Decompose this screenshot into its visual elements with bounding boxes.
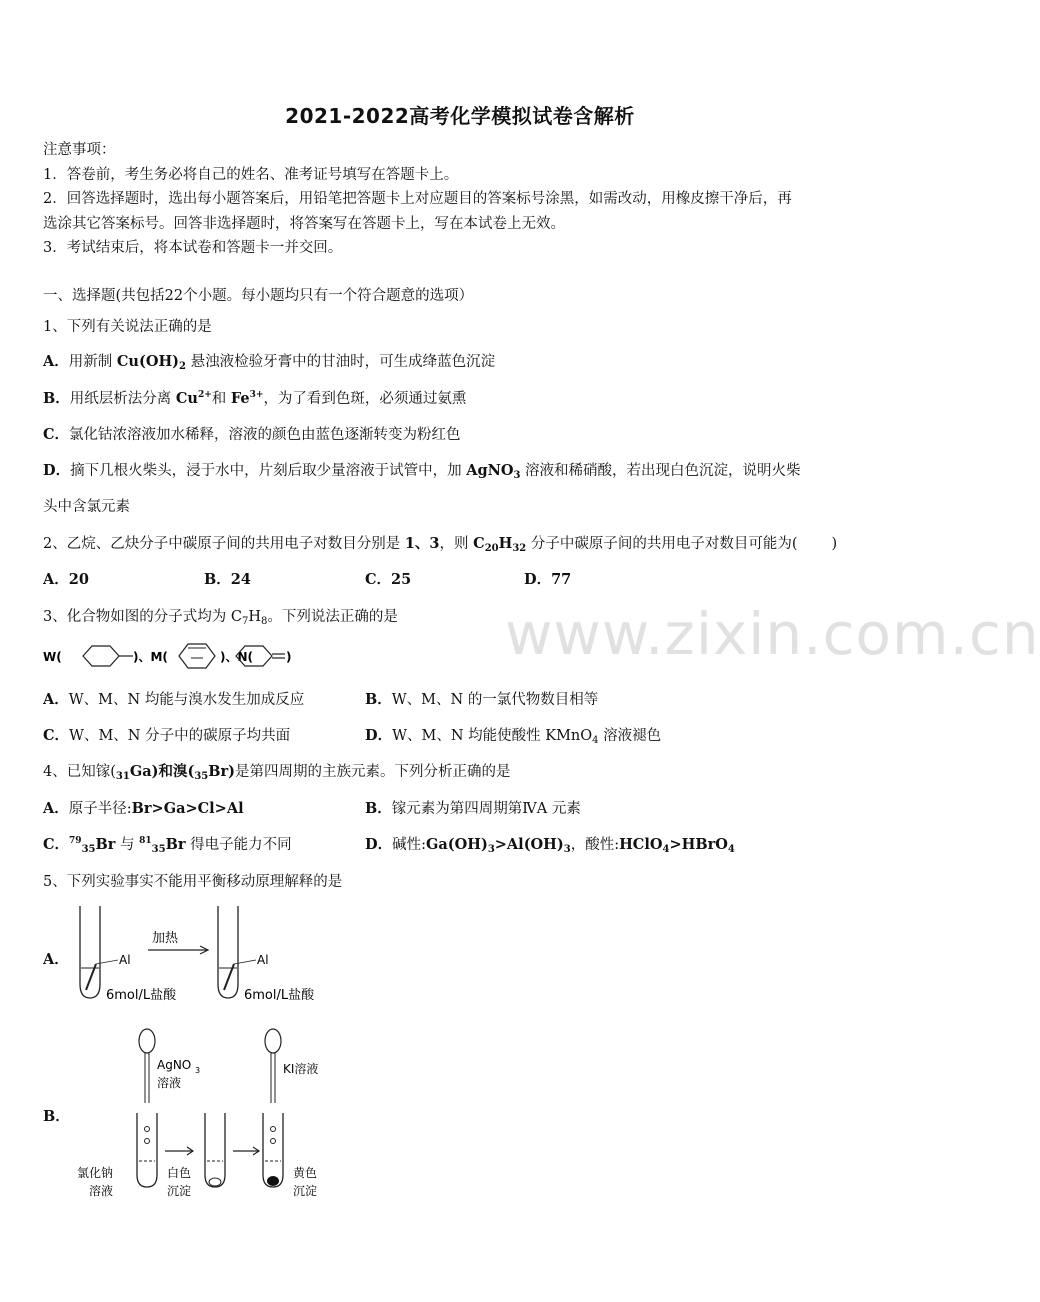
svg-text:沉淀: 沉淀 [293, 1184, 318, 1198]
q5-option-b-label: B． [43, 1108, 70, 1125]
section-heading: 一、选择题(共包括22个小题。每小题均只有一个符合题意的选项） [43, 288, 474, 304]
test-tube-icon [263, 1113, 283, 1187]
test-tube-icon [80, 906, 100, 998]
heat-label: 加热 [152, 931, 179, 946]
question-5-stem: 5、下列实验事实不能用平衡移动原理解释的是 [43, 874, 343, 890]
svg-text:黄色: 黄色 [293, 1166, 318, 1180]
precipitate-experiment-figure [75, 1025, 345, 1205]
q4-option-d: D．碱性$:Ga(OH)_3>Al(OH)_3$，酸性:HClO$_4$>HBrO$_4$ [365, 836, 735, 855]
q2-option-d: D．77 [524, 571, 572, 588]
notice-item: 3．考试结束后，将本试卷和答题卡一并交回。 [43, 240, 343, 256]
question-4-stem: 4、已知镓$(_{31}Ga)$和溴$(_{35}Br)$是第四周期的主族元素。下列分析正确的是 [43, 763, 511, 782]
q3-option-d: D．W、M、N 均能使酸性 KMnO$_4$ 溶液褪色 [365, 727, 662, 746]
q2-option-c: C．25 [365, 571, 412, 588]
notice-item: 1．答卷前，考生务必将自己的姓名、准考证号填写在答题卡上。 [43, 167, 459, 183]
acid-label: 6mol/L盐酸 [106, 988, 177, 1003]
test-tube-icon [205, 1113, 225, 1187]
option-label: C． [43, 426, 70, 443]
struct-label: )、M( [133, 650, 168, 664]
q4-option-b: B．镓元素为第四周期第ⅣA 元素 [365, 800, 581, 817]
q3-option-b: B．W、M、N 的一氯代物数目相等 [365, 691, 599, 708]
q1-option-a: A．用新制 $Cu(OH)_2$ 悬浊液检验牙膏中的甘油时，可生成绛蓝色沉淀 [43, 353, 496, 372]
metal-label: Al [257, 953, 269, 967]
dropper-icon [139, 1029, 155, 1053]
reagent-label: AgNO [157, 1058, 192, 1072]
q1-option-d-cont: 头中含氯元素 [43, 499, 130, 515]
heating-experiment-figure [70, 900, 350, 1010]
acid-label: 6mol/L盐酸 [244, 988, 315, 1003]
question-3-stem: 3、化合物如图的分子式均为 $C_7H_8$。下列说法正确的是 [43, 609, 398, 627]
molecule-structures-figure [43, 638, 303, 674]
q1-option-c: C．氯化钴浓溶液加水稀释，溶液的颜色由蓝色逐渐转变为粉红色 [43, 426, 461, 443]
option-label: D． [43, 462, 71, 479]
test-tube-icon [137, 1113, 157, 1187]
dropper-icon [265, 1029, 281, 1053]
svg-text:3: 3 [195, 1066, 201, 1075]
notice-heading: 注意事项： [43, 142, 116, 158]
question-2-stem: 2、乙烷、乙炔分子中碳原子间的共用电子对数目分别是 1、3，则 $C_{20}H_{32}$ 分子中碳原子间的共用电子对数目可能为( ) [43, 535, 838, 554]
svg-text:溶液: 溶液 [157, 1076, 182, 1090]
q3-option-c: C．W、M、N 分子中的碳原子均共面 [43, 727, 291, 744]
notice-item: 选涂其它答案标号。回答非选择题时，将答案写在答题卡上，写在本试卷上无效。 [43, 216, 565, 232]
watermark: www.zixin.com.cn [505, 600, 1040, 668]
test-tube-icon [218, 906, 238, 998]
page-title: 2021-2022高考化学模拟试卷含解析 [285, 104, 635, 128]
question-1-stem: 1、下列有关说法正确的是 [43, 319, 212, 335]
q1-option-b: B．用纸层析法分离 $Cu^{2+}$和 $Fe^{3+}$，为了看到色斑，必须通过氨熏 [43, 390, 467, 407]
option-label: A． [43, 353, 69, 370]
q2-option-b: B．24 [204, 571, 251, 588]
q4-option-c: C．$^{79}_{35}$Br 与 $^{81}_{35}$Br 得电子能力不同 [43, 836, 292, 855]
struct-label: ) [286, 650, 292, 664]
svg-text:氯化钠: 氯化钠 [77, 1166, 114, 1180]
q4-option-a: A．原子半径:Br>Ga>Cl>Al [43, 800, 244, 817]
q1-option-d: D．摘下几根火柴头，浸于水中，片刻后取少量溶液于试管中，加 AgNO$_3$ 溶液和稀硝酸，若出现白色沉淀，说明火柴 [43, 462, 801, 481]
svg-text:白色: 白色 [167, 1166, 192, 1180]
struct-label: W( [43, 650, 62, 664]
notice-item: 2．回答选择题时，选出每小题答案后，用铅笔把答题卡上对应题目的答案标号涂黑，如需改动，用橡皮擦干净后，再 [43, 191, 792, 207]
q2-option-a: A．20 [43, 571, 89, 588]
option-label: B． [43, 390, 70, 407]
q5-option-a-label: A． [43, 951, 69, 968]
reagent-label: KI溶液 [283, 1062, 319, 1076]
q3-option-a: A．W、M、N 均能与溴水发生加成反应 [43, 691, 305, 708]
benzene-ring-icon [83, 646, 119, 666]
svg-text:溶液: 溶液 [89, 1184, 114, 1198]
struct-label: )、N( [220, 650, 254, 664]
metal-label: Al [119, 953, 131, 967]
svg-text:沉淀: 沉淀 [167, 1184, 192, 1198]
